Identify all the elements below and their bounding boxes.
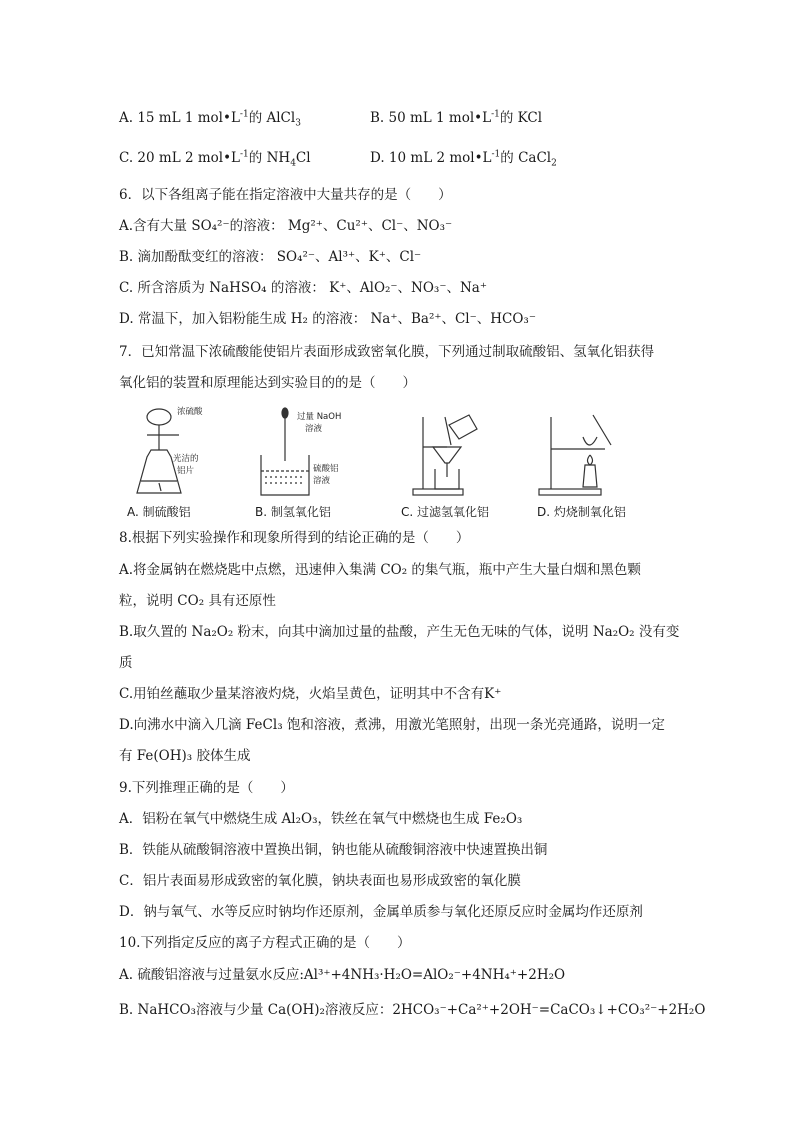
q6-option-d: D. 常温下，加入铝粉能生成 H₂ 的溶液： Na⁺、Ba²⁺、Cl⁻、HCO₃⁻ bbox=[119, 311, 536, 327]
label-b-naoh: 过量 NaOH bbox=[297, 412, 342, 422]
caption-d: D. 灼烧制氧化铝 bbox=[537, 505, 626, 519]
q10-stem: 10.下列指定反应的离子方程式正确的是（ ） bbox=[119, 935, 411, 951]
q9-option-b: B．铁能从硫酸铜溶液中置换出铜，钠也能从硫酸铜溶液中快速置换出铜 bbox=[119, 842, 548, 858]
option-5b: B. 50 mL 1 $mol•L^{-1}$的 KCl bbox=[370, 109, 543, 126]
label-b-solution2: 溶液 bbox=[313, 476, 331, 486]
q10-option-b: B. NaHCO₃溶液与少量 Ca(OH)₂溶液反应：2HCO₃⁻+Ca²⁺+2OH⁻=CaCO₃↓+CO₃²⁻+2H₂O bbox=[119, 1002, 706, 1018]
q6-option-b: B. 滴加酚酞变红的溶液： SO₄²⁻、Al³⁺、K⁺、Cl⁻ bbox=[119, 249, 422, 265]
apparatus-c-filter bbox=[413, 415, 477, 495]
apparatus-d-crucible bbox=[539, 415, 611, 495]
q9-stem: 9.下列推理正确的是（ ） bbox=[119, 780, 294, 796]
q8-stem: 8.根据下列实验操作和现象所得到的结论正确的是（ ） bbox=[119, 530, 470, 546]
label-a-clean: 光洁的 bbox=[173, 454, 199, 464]
label-a-al: 铝片 bbox=[177, 466, 195, 476]
q8-option-b-line1: B.取久置的 Na₂O₂ 粉末，向其中滴加过量的盐酸，产生无色无味的气体，说明 Na₂O₂ 没有变 bbox=[119, 624, 680, 640]
q8-option-d-line1: D.向沸水中滴入几滴 FeCl₃ 饱和溶液，煮沸，用激光笔照射，出现一条光亮通路，说明一定 bbox=[119, 717, 665, 733]
q9-option-a: A．铝粉在氧气中燃烧生成 Al₂O₃，铁丝在氧气中燃烧也生成 Fe₂O₃ bbox=[119, 811, 523, 827]
option-5c: C. 20 mL 2 $mol•L^{-1}$的 $NH_4Cl$ bbox=[119, 149, 311, 169]
apparatus-drawings bbox=[119, 405, 675, 503]
option-5a: A. 15 mL 1 $mol•L^{-1}$的 AlCl$_3$ bbox=[119, 109, 301, 129]
option-5d: D. 10 mL 2 $mol•L^{-1}$的 CaCl$_2$ bbox=[370, 149, 557, 169]
q8-option-c: C.用铂丝蘸取少量某溶液灼烧，火焰呈黄色，证明其中不含有K⁺ bbox=[119, 686, 502, 702]
q8-option-d-line2: 有 Fe(OH)₃ 胶体生成 bbox=[119, 748, 251, 764]
q9-option-d: D．钠与氧气、水等反应时钠均作还原剂，金属单质参与氧化还原反应时金属均作还原剂 bbox=[119, 904, 643, 920]
q6-option-a: A.含有大量 SO₄²⁻的溶液： Mg²⁺、Cu²⁺、Cl⁻、NO₃⁻ bbox=[119, 218, 453, 234]
apparatus-a-flask bbox=[137, 409, 181, 493]
label-b-al2so4: 硫酸铝 bbox=[313, 464, 339, 474]
q8-option-a-line1: A.将金属钠在燃烧匙中点燃，迅速伸入集满 CO₂ 的集气瓶，瓶中产生大量白烟和黑色颗 bbox=[119, 562, 641, 578]
caption-a: A. 制硫酸铝 bbox=[127, 505, 191, 519]
q7-stem-line1: 7．已知常温下浓硫酸能使铝片表面形成致密氧化膜，下列通过制取硫酸铝、氢氧化铝获得 bbox=[119, 344, 655, 360]
q10-option-a: A. 硫酸铝溶液与过量氨水反应:Al³⁺+4NH₃·H₂O=AlO₂⁻+4NH₄⁺+2H₂O bbox=[119, 967, 566, 983]
apparatus-figure bbox=[119, 405, 675, 523]
q9-option-c: C．铝片表面易形成致密的氧化膜，钠块表面也易形成致密的氧化膜 bbox=[119, 873, 521, 889]
q7-stem-line2: 氧化铝的装置和原理能达到实验目的的是（ ） bbox=[119, 375, 416, 391]
q8-option-a-line2: 粒，说明 CO₂ 具有还原性 bbox=[119, 593, 276, 609]
label-b-solution1: 溶液 bbox=[305, 424, 323, 434]
q6-stem: 6．以下各组离子能在指定溶液中大量共存的是（ ） bbox=[119, 187, 452, 203]
caption-c: C. 过滤氢氧化铝 bbox=[401, 505, 490, 519]
label-a-acid: 浓硫酸 bbox=[177, 407, 203, 417]
q8-option-b-line2: 质 bbox=[119, 655, 133, 671]
caption-b: B. 制氢氧化铝 bbox=[255, 505, 331, 519]
q6-option-c: C. 所含溶质为 NaHSO₄ 的溶液： K⁺、AlO₂⁻、NO₃⁻、Na⁺ bbox=[119, 280, 487, 296]
